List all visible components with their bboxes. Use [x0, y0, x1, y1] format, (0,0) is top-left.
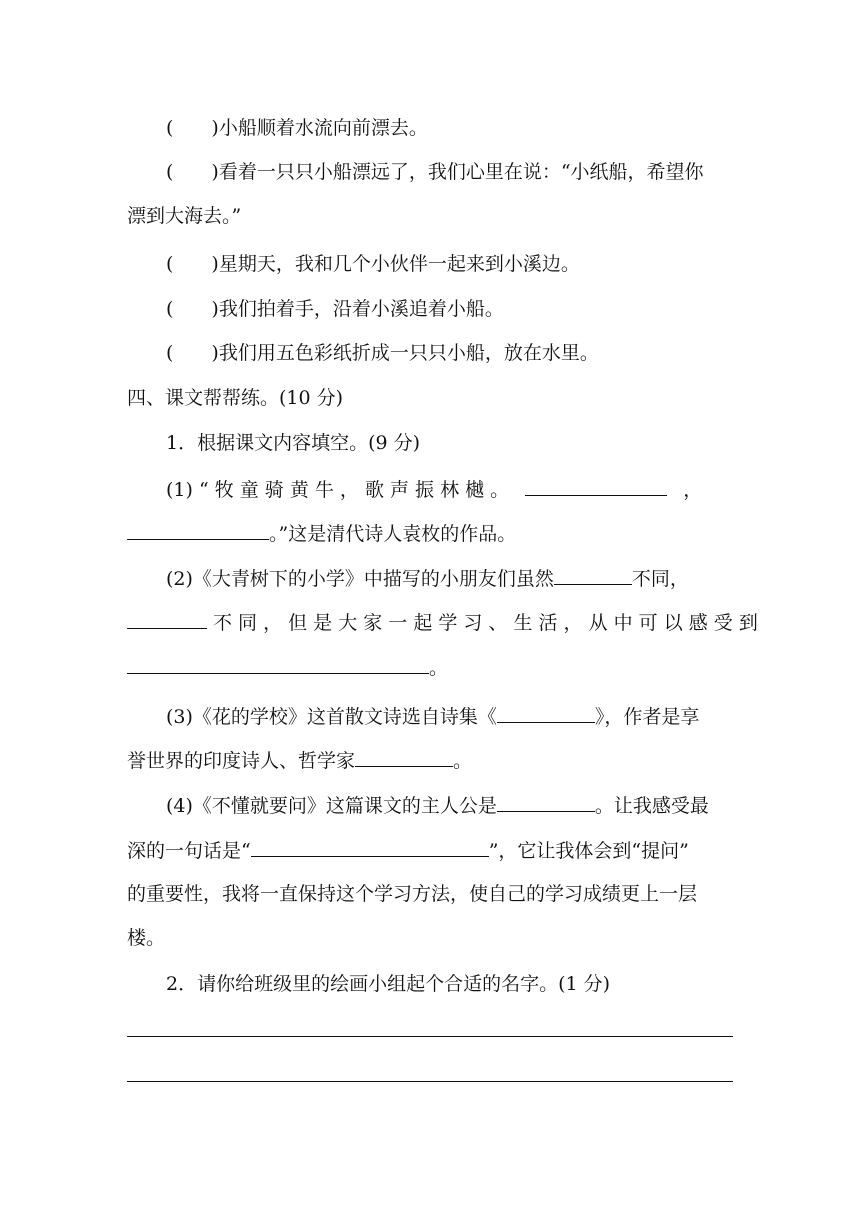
- question-1-3-post: 》，作者是享: [594, 706, 700, 728]
- blank-1-3a[interactable]: [497, 704, 595, 723]
- question-1-3-text: (3)《花的学校》这首散文诗选自诗集《: [166, 706, 497, 728]
- question-1-4-cont-post: ”，它让我体会到“提问”: [488, 840, 689, 862]
- section-title: 四、课文帮帮练。(10 分): [127, 387, 344, 409]
- question-1-2-cont-text: 不 同 ， 但 是 大 家 一 起 学 习 、 生 活 ， 从 中 可 以 感 受 到: [213, 612, 758, 634]
- question-1-4-post: 。让我感受最: [594, 795, 709, 817]
- sort-item-2-cont: 漂到大海去。”: [127, 205, 242, 227]
- question-1-4-end: 楼。: [127, 927, 166, 949]
- question-1: 1．根据课文内容填空。(9 分): [166, 432, 421, 454]
- blank-1-4b[interactable]: [251, 838, 489, 857]
- blank-1-4a[interactable]: [497, 793, 595, 812]
- question-1-1-line: [166, 477, 733, 502]
- question-1-1-end: 。”这是清代诗人袁枚的作品。: [269, 523, 517, 545]
- question-1-4-cont-text: 深的一句话是“: [127, 840, 251, 862]
- sort-item-3: ( )星期天，我和几个小伙伴一起来到小溪边。: [166, 253, 580, 275]
- period: 。: [453, 750, 473, 772]
- question-2: 2．请你给班级里的绘画小组起个合适的名字。(1 分): [166, 973, 611, 995]
- sort-item-2: ( )看着一只只小船漂远了，我们心里在说：“小纸船，希望你: [166, 161, 704, 183]
- blank-1-2b[interactable]: [127, 610, 207, 629]
- question-1-2-post: 不同，: [631, 568, 689, 590]
- blank-1-2a[interactable]: [554, 566, 632, 585]
- question-1-2-line: [166, 566, 733, 591]
- sort-item-4: ( )我们拍着手，沿着小溪追着小船。: [166, 298, 504, 320]
- question-1-4-cont: [127, 838, 733, 863]
- question-1-2-text: (2)《大青树下的小学》中描写的小朋友们虽然: [166, 568, 554, 590]
- blank-1-2c[interactable]: [127, 655, 429, 674]
- answer-line-1[interactable]: [127, 1036, 733, 1037]
- blank-1-1a[interactable]: [525, 477, 667, 496]
- question-1-3-cont: [127, 748, 733, 773]
- question-1-4-text: (4)《不懂就要问》这篇课文的主人公是: [166, 795, 497, 817]
- question-1-4-line: [166, 793, 733, 818]
- comma: ，: [683, 479, 703, 501]
- sort-item-5: ( )我们用五色彩纸折成一只只小船，放在水里。: [166, 342, 599, 364]
- question-1-3-cont-text: 誉世界的印度诗人、哲学家: [127, 750, 356, 772]
- question-1-2-end: [127, 655, 733, 680]
- question-1-2-cont: [127, 610, 758, 635]
- question-1-1-cont: [127, 521, 733, 546]
- question-1-3-line: [166, 704, 733, 729]
- blank-1-3b[interactable]: [355, 748, 453, 767]
- blank-1-1b[interactable]: [127, 521, 269, 540]
- period: 。: [429, 657, 449, 679]
- sort-item-1: ( )小船顺着水流向前漂去。: [166, 117, 428, 139]
- answer-line-2[interactable]: [127, 1081, 733, 1082]
- question-1-4-cont2: 的重要性，我将一直保持这个学习方法，使自己的学习成绩更上一层: [127, 883, 698, 905]
- question-1-1-text: (1) “ 牧 童 骑 黄 牛 ， 歌 声 振 林 樾 。: [166, 479, 510, 501]
